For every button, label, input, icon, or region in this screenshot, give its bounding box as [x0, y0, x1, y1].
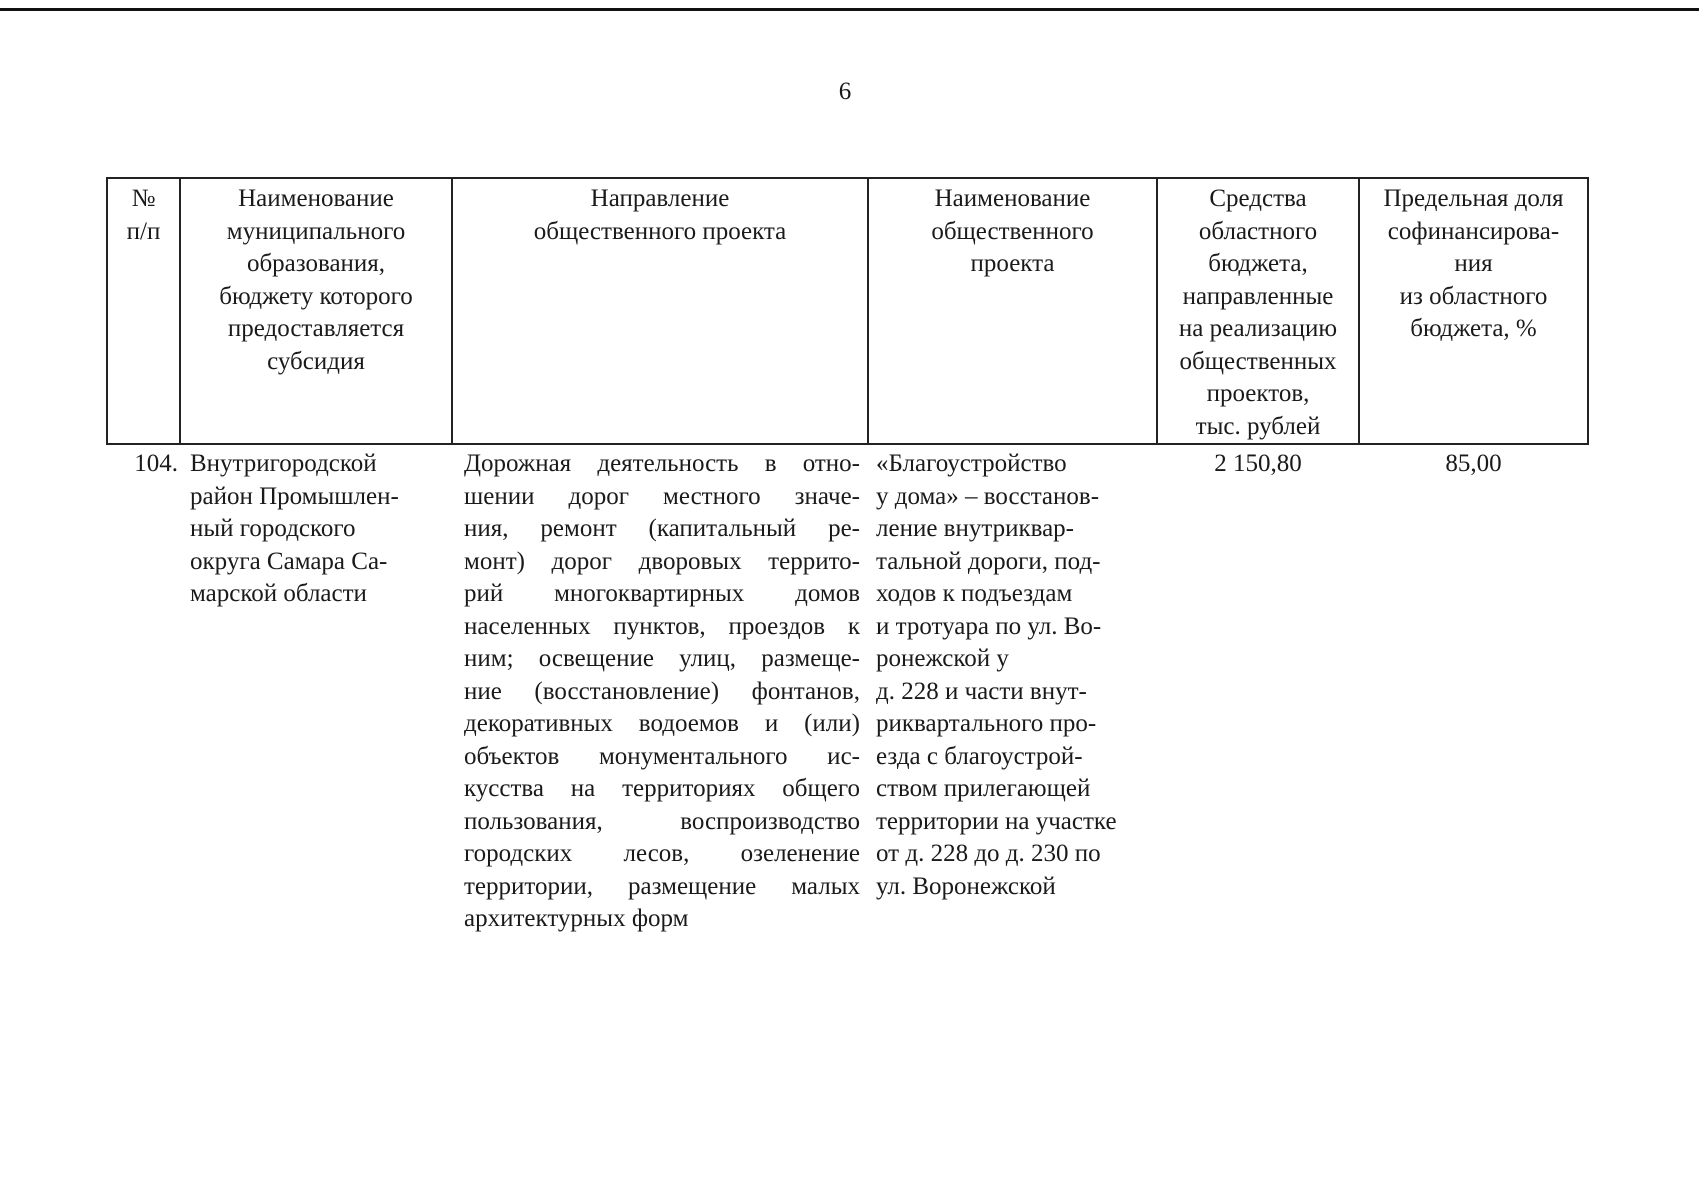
top-border-rule: [0, 8, 1699, 11]
row-project-name: «Благоустройство у дома» – восстанов- ление внутриквар- тальной дороги, под- ходов к подъездам и тротуара по ул. Во- ронежской у д. 228 и части внут- риквартального про- езда с благоустрой- ством прилегающей территории на участке от д. 228 до д. 230 по ул. Воронежской: [876, 450, 1117, 900]
header-project-name: Наименование общественного проекта: [868, 178, 1157, 444]
row-project-direction: Дорожная деятельность в отно- шении дорог местного значе- ния, ремонт (капитальный ре- монт) дорог дворовых террито- рий многоквартирных домов населенных пунктов, проездов к ним; освещение улиц, размеще- ние (восстановление) фонтанов, декоративных водоемов и (или) объектов монументального ис- кусства на территориях общего пользования, воспроизводство городских лесов, озеленение территории, размещение малых архитектурных форм: [464, 450, 860, 932]
row-municipality: Внутригородской район Промышлен- ный городского округа Самара Са- марской области: [190, 450, 399, 607]
row-regional-funds: 2 150,80: [1214, 450, 1302, 477]
header-municipality: Наименование муниципального образования, бюджету которого предоставляется субсидия: [180, 178, 452, 444]
row-cofinancing-share: 85,00: [1445, 450, 1502, 477]
header-number: № п/п: [107, 178, 180, 444]
row-number: 104.: [134, 450, 178, 477]
table-row: [107, 444, 1588, 936]
header-cofinancing-share: Предельная доля софинансирова- ния из областного бюджета, %: [1359, 178, 1588, 444]
subsidy-table: [106, 177, 1589, 936]
header-project-direction: Направление общественного проекта: [452, 178, 868, 444]
table-header-row: [107, 178, 1588, 444]
header-regional-funds: Средства областного бюджета, направленные на реализацию общественных проектов, тыс. рублей: [1157, 178, 1359, 444]
page-number: 6: [838, 78, 852, 105]
